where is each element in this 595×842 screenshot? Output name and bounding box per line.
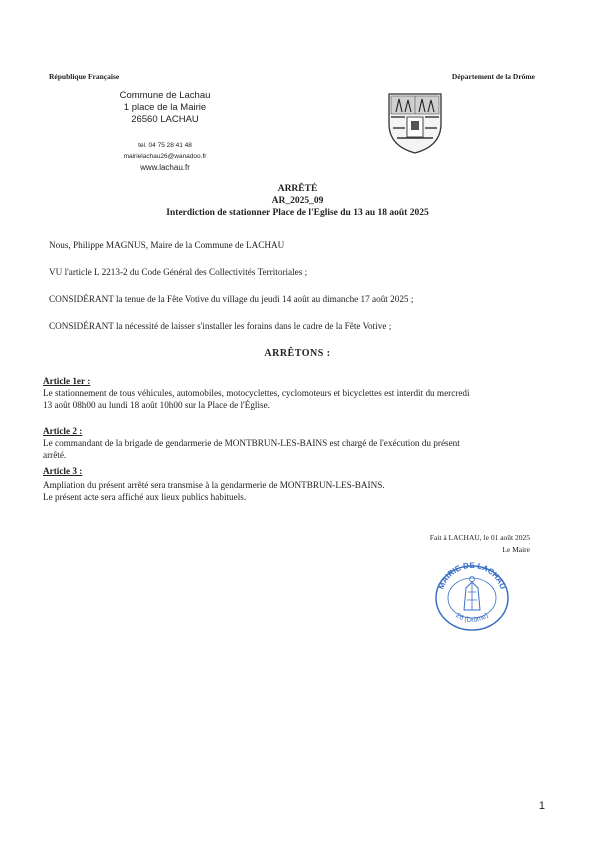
commune-address-block [100, 90, 230, 126]
svg-text:26 (Drôme) [454, 612, 489, 624]
preamble-vu: VU l'article L 2213-2 du Code Général des Collectivités Territoriales ; [49, 267, 308, 277]
signature-place-date: Fait à LACHAU, le 01 août 2025 [429, 533, 530, 542]
article-3-line-2: Le présent acte sera affiché aux lieux publics habituels. [43, 491, 247, 502]
preamble-considerant-2: CONSIDÉRANT la nécessité de laisser s'installer les forains dans le cadre de la Fête Votive ; [49, 321, 392, 331]
commune-phone: tel. 04 75 28 41 48 [138, 142, 192, 149]
article-2-line-2: arrêté. [43, 449, 67, 460]
arretons-heading: ARRÊTONS : [264, 348, 331, 359]
header-republique: République Française [49, 72, 120, 81]
stamp-top-text: MAIRIE DE LACHAU [436, 560, 508, 591]
article-2-body [43, 438, 553, 461]
header-departement: Département de la Drôme [451, 72, 535, 81]
commune-website: www.lachau.fr [140, 163, 190, 172]
title-arrete: ARRÊTÉ [277, 184, 318, 194]
commune-name: Commune de Lachau [119, 90, 211, 101]
coat-of-arms-icon [385, 90, 445, 156]
article-1-body [43, 388, 553, 411]
preamble-considerant-1: CONSIDÉRANT la tenue de la Fête Votive du village du jeudi 14 août au dimanche 17 août 2025 ; [49, 294, 414, 304]
article-1-line-2: 13 août 08h00 au lundi 18 août 10h00 sur la Place de l'Église. [43, 399, 270, 410]
article-2-line-1: Le commandant de la brigade de gendarmerie de MONTBRUN-LES-BAINS est chargé de l'exécution du présent [43, 438, 460, 448]
article-1-heading: Article 1er : [43, 376, 91, 386]
article-3-line-1: Ampliation du présent arrêté sera transmise à la gendarmerie de MONTBRUN-LES-BAINS. [43, 480, 385, 490]
article-3-body [43, 480, 553, 503]
title-reference: AR_2025_09 [271, 196, 324, 206]
commune-email: mairielachau26@wanadoo.fr [123, 153, 207, 160]
signature-role: Le Maire [502, 545, 530, 554]
mairie-stamp-icon [432, 560, 512, 632]
signature-block [430, 532, 530, 556]
commune-contact-block [100, 140, 230, 173]
commune-address-line1: 1 place de la Mairie [123, 102, 207, 113]
article-1-line-1: Le stationnement de tous véhicules, automobiles, motocyclettes, cyclomoteurs et bicyclettes est interdit du mercredi [43, 388, 470, 398]
document-title [0, 183, 595, 219]
article-3-heading: Article 3 : [43, 466, 83, 476]
commune-address-line2: 26560 LACHAU [131, 114, 199, 125]
title-subject: Interdiction de stationner Place de l'Eglise du 13 au 18 août 2025 [166, 208, 429, 218]
stamp-bottom-text: 26 (Drôme) [454, 612, 490, 625]
preamble-nous: Nous, Philippe MAGNUS, Maire de la Commune de LACHAU [49, 240, 285, 250]
article-2-heading: Article 2 : [43, 426, 83, 436]
page-number: 1 [538, 800, 545, 812]
